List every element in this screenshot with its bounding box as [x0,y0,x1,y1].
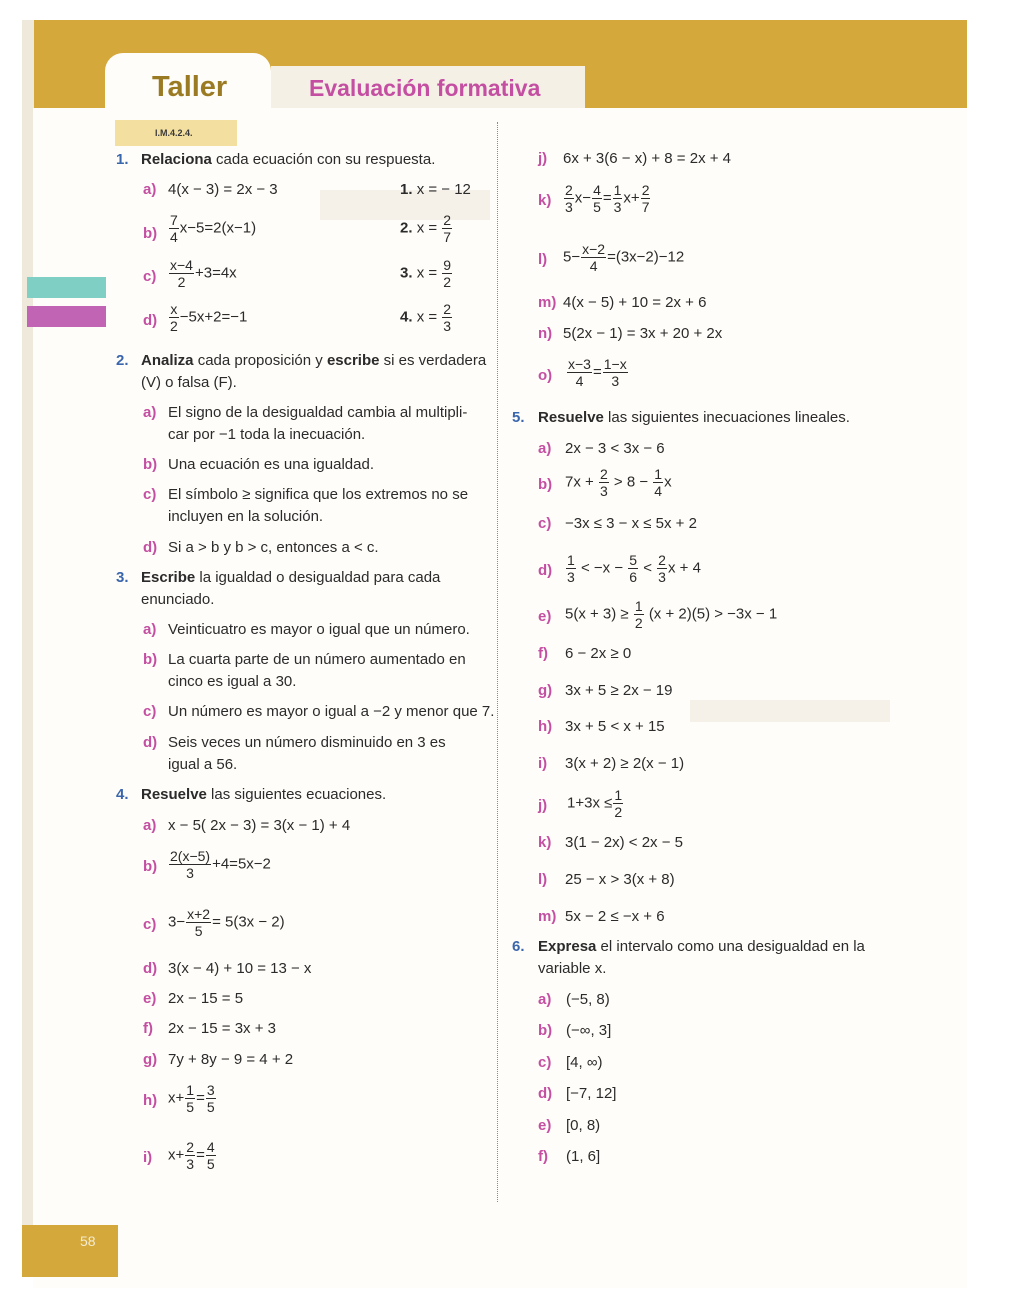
page-subtitle: Evaluación formativa [309,75,541,101]
answer-item: 4. x = $\frac{2}{3}$ [400,301,452,334]
item-letter: m) [538,294,557,311]
page-title: Taller [152,71,228,103]
question-statement-line: variable x. [538,960,607,977]
inequality-item: 3(1 − 2x) < 2x − 5 [565,834,683,851]
item-letter: h) [143,1092,158,1109]
pink-edge-tab [27,306,106,327]
item-letter: k) [538,192,552,209]
item-letter: o) [538,367,553,384]
interval-item: (−5, 8) [566,991,610,1008]
statement-item: El signo de la desigualdad cambia al multipli- [168,404,468,421]
item-letter: b) [143,858,158,875]
question-statement-line: (V) o falsa (F). [141,374,237,391]
question-statement: Resuelve las siguientes ecuaciones. [141,786,387,803]
item-letter: a) [538,440,552,457]
question-number: 6. [512,938,525,955]
answer-item: 1. x = − 12 [400,181,471,198]
item-letter: a) [143,817,157,834]
equation-item: x − 5( 2x − 3) = 3(x − 1) + 4 [168,817,351,834]
item-letter: a) [143,621,157,638]
equation-item: 4(x − 5) + 10 = 2x + 6 [563,294,707,311]
equation-item: x+ $\frac{1}{5}$ = $\frac{3}{5}$ [168,1082,215,1115]
inequality-item: 3x + 5 ≥ 2x − 19 [565,682,673,699]
inequality-item: 7x + $\frac{2}{3}$ > 8 − $\frac{1}{4}$ x [565,466,672,499]
question-number: 2. [116,352,129,369]
question-number: 4. [116,786,129,803]
item-letter: a) [143,181,157,198]
item-letter: b) [143,225,158,242]
item-letter: d) [538,1085,553,1102]
statement-item-line: incluyen en la solución. [168,508,324,525]
statement-item: Un número es mayor o igual a −2 y menor que 7. [168,703,495,720]
statement-item: Si a > b y b > c, entonces a < c. [168,539,379,556]
item-letter: i) [538,755,548,772]
interval-item: (1, 6] [566,1148,601,1165]
item-letter: b) [143,456,158,473]
inequality-item: 1+3x ≤ $\frac{1}{2}$ [567,787,623,820]
interval-item: (−∞, 3] [566,1022,612,1039]
bleed-through-area [690,700,890,722]
item-letter: c) [143,703,157,720]
item-letter: f) [538,645,548,662]
equation-item: $\frac{2(x-5)}{3}$ +4=5x−2 [170,848,271,881]
statement-item: La cuarta parte de un número aumentado en [168,651,466,668]
equation-item: 7y + 8y − 9 = 4 + 2 [168,1051,294,1068]
question-number: 5. [512,409,525,426]
item-letter: d) [143,734,158,751]
teal-edge-tab [27,277,106,298]
item-letter: d) [143,539,158,556]
question-statement: Resuelve las siguientes inecuaciones lineales. [538,409,850,426]
item-letter: d) [538,562,553,579]
statement-item: Una ecuación es una igualdad. [168,456,374,473]
question-statement: Analiza cada proposición y escribe si es verdadera [141,352,487,369]
statement-item-line: cinco es igual a 30. [168,673,297,690]
equation-item: $\frac{x-3}{4}$ = $\frac{1-x}{3}$ [568,356,627,389]
equation-item: 3− $\frac{x+2}{5}$ = 5(3x − 2) [168,906,285,939]
equation-item: 2x − 15 = 3x + 3 [168,1020,276,1037]
equation-item: 3(x − 4) + 10 = 13 − x [168,960,312,977]
item-letter: e) [538,608,552,625]
item-letter: e) [538,1117,552,1134]
item-letter: f) [538,1148,548,1165]
equation-item: x+ $\frac{2}{3}$ = $\frac{4}{5}$ [168,1139,215,1172]
skill-code-badge: I.M.4.2.4. [115,120,237,146]
page-number: 58 [80,1233,96,1249]
item-letter: a) [143,404,157,421]
item-letter: d) [143,312,158,329]
item-letter: c) [143,268,157,285]
equation-item: $\frac{7}{4}$ x−5=2(x−1) [170,212,257,245]
equation-item: 5− $\frac{x-2}{4}$ =(3x−2)−12 [563,241,685,274]
equation-item: $\frac{x}{2}$ −5x+2=−1 [170,301,248,334]
inequality-item: 25 − x > 3(x + 8) [565,871,675,888]
item-letter: e) [143,990,157,1007]
page-number-box [22,1225,118,1277]
inequality-item: $\frac{1}{3}$ < −x − $\frac{5}{6}$ < $\frac{2}{3}$ x + 4 [567,552,701,585]
inequality-item: 5(x + 3) ≥ $\frac{1}{2}$ (x + 2)(5) > −3x − 1 [565,598,778,631]
question-number: 3. [116,569,129,586]
equation-item: $\frac{2}{3}$ x− $\frac{4}{5}$ = $\frac{1}{3}$ x+ $\frac{2}{7}$ [565,182,650,215]
inequality-item: 3(x + 2) ≥ 2(x − 1) [565,755,685,772]
inequality-item: 5x − 2 ≤ −x + 6 [565,908,665,925]
inequality-item: 2x − 3 < 3x − 6 [565,440,665,457]
inequality-item: 3x + 5 < x + 15 [565,718,665,735]
item-letter: m) [538,908,557,925]
subtitle-tab [271,66,585,108]
statement-item: Veinticuatro es mayor o igual que un número. [168,621,470,638]
question-statement: Relaciona cada ecuación con su respuesta. [141,151,436,168]
question-statement-line: enunciado. [141,591,215,608]
equation-item: $\frac{x-4}{2}$ +3=4x [170,257,237,290]
interval-item: [−7, 12] [566,1085,617,1102]
item-letter: c) [143,916,157,933]
statement-item-line: car por −1 toda la inecuación. [168,426,366,443]
item-letter: g) [538,682,553,699]
title-tab [105,53,271,119]
item-letter: b) [538,476,553,493]
equation-item: 2x − 15 = 5 [168,990,244,1007]
inequality-item: 6 − 2x ≥ 0 [565,645,632,662]
column-divider [497,122,498,1202]
item-letter: j) [538,150,548,167]
item-letter: f) [143,1020,153,1037]
item-letter: l) [538,871,548,888]
item-letter: g) [143,1051,158,1068]
equation-item: 4(x − 3) = 2x − 3 [168,181,278,198]
answer-item: 2. x = $\frac{2}{7}$ [400,212,452,245]
interval-item: [4, ∞) [566,1054,603,1071]
item-letter: j) [538,797,548,814]
item-letter: h) [538,718,553,735]
item-letter: l) [538,251,548,268]
interval-item: [0, 8) [566,1117,601,1134]
statement-item: El símbolo ≥ significa que los extremos no se [168,486,469,503]
item-letter: c) [143,486,157,503]
item-letter: c) [538,515,552,532]
item-letter: k) [538,834,552,851]
item-letter: a) [538,991,552,1008]
equation-item: 6x + 3(6 − x) + 8 = 2x + 4 [563,150,732,167]
inequality-item: −3x ≤ 3 − x ≤ 5x + 2 [565,515,697,532]
answer-item: 3. x = $\frac{9}{2}$ [400,257,452,290]
item-letter: c) [538,1054,552,1071]
item-letter: d) [143,960,158,977]
question-statement: Escribe la igualdad o desigualdad para cada [141,569,441,586]
statement-item-line: igual a 56. [168,756,238,773]
item-letter: i) [143,1149,153,1166]
item-letter: b) [538,1022,553,1039]
question-number: 1. [116,151,129,168]
question-statement: Expresa el intervalo como una desigualdad en la [538,938,865,955]
equation-item: 5(2x − 1) = 3x + 20 + 2x [563,325,723,342]
item-letter: n) [538,325,553,342]
statement-item: Seis veces un número disminuido en 3 es [168,734,446,751]
item-letter: b) [143,651,158,668]
